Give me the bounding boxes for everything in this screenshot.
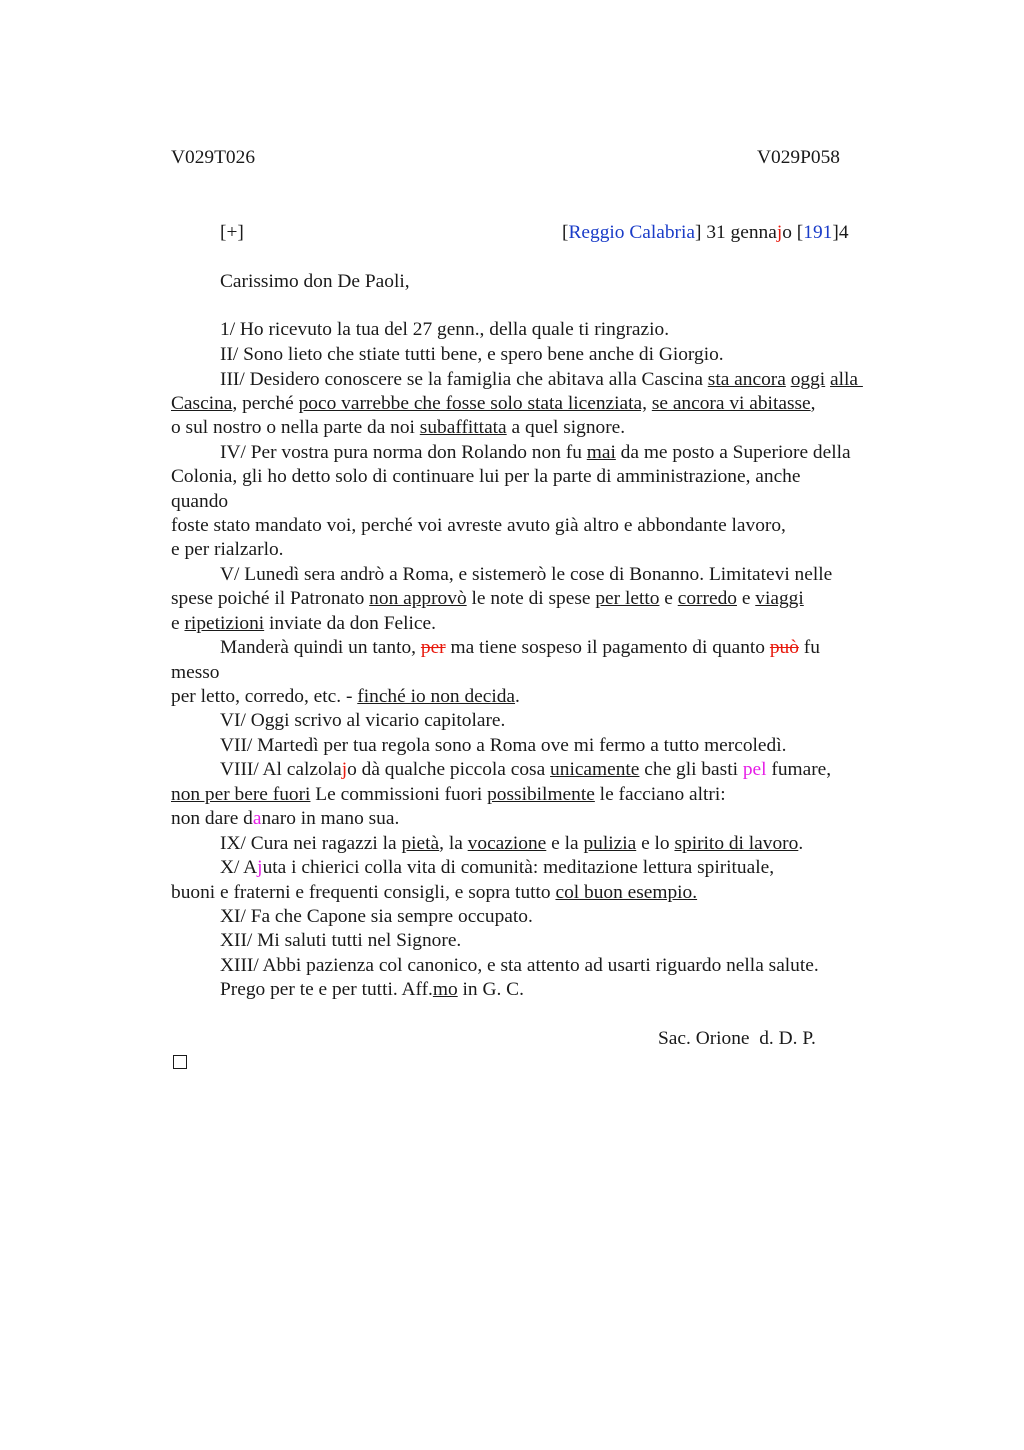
paragraph-5-line-3: e ripetizioni inviate da don Felice. (171, 613, 436, 634)
paragraph-9-line-2: non per bere fuori Le commissioni fuori possibilmente le facciano altri: (171, 784, 726, 805)
paragraph-3-line-1: III/ Desidero conoscere se la famiglia che abitava alla Cascina sta ancora oggi alla (220, 369, 863, 390)
paragraph-6-line-2: messo (171, 662, 220, 683)
deleted-word: per (420, 637, 446, 658)
closing-line: Prego per te e per tutti. Aff.mo in G. C. (220, 979, 524, 1000)
paragraph-3-line-3: o sul nostro o nella parte da noi subaffittata a quel signore. (171, 417, 626, 438)
paragraph-4-line-3: quando (171, 491, 229, 512)
paragraph-9-line-3: non dare danaro in mano sua. (171, 808, 400, 829)
paragraph-5-line-1: V/ Lunedì sera andrò a Roma, e sistemerò le cose di Bonanno. Limitatevi nelle (220, 564, 833, 585)
salutation: Carissimo don De Paoli, (220, 271, 410, 292)
paragraph-11-line-2: buoni e fraterni e frequenti consigli, e sopra tutto col buon esempio. (171, 882, 698, 903)
paragraph-8: VII/ Martedì per tua regola sono a Roma ove mi fermo a tutto mercoledì. (220, 735, 787, 756)
paragraph-4-line-1: IV/ Per vostra pura norma don Rolando non fu mai da me posto a Superiore della (220, 442, 851, 463)
paragraph-4-line-4: foste stato mandato voi, perché voi avreste avuto già altro e abbondante lavoro, (171, 515, 786, 536)
paragraph-12: XI/ Fa che Capone sia sempre occupato. (220, 906, 533, 927)
place-name: Reggio Calabria (568, 222, 696, 243)
paragraph-4-line-5: e per rialzarlo. (171, 539, 284, 560)
paragraph-2: II/ Sono lieto che stiate tutti bene, e spero bene anche di Giorgio. (220, 344, 724, 365)
paragraph-5-line-2: spese poiché il Patronato non approvò le note di spese per letto e corredo e viaggi (171, 588, 804, 609)
paragraph-14: XIII/ Abbi pazienza col canonico, e sta attento ad usarti riguardo nella salute. (220, 955, 819, 976)
place-date-line: [Reggio Calabria] 31 gennajo [191]4 (562, 222, 849, 243)
cross-mark: [+] (220, 222, 244, 243)
paragraph-13: XII/ Mi saluti tutti nel Signore. (220, 930, 462, 951)
document-code-right: V029P058 (757, 147, 840, 168)
year-editorial: 191 (803, 222, 833, 243)
paragraph-11-line-1: X/ Ajuta i chierici colla vita di comunità: meditazione lettura spirituale, (220, 857, 775, 878)
paragraph-6-line-3: per letto, corredo, etc. - finché io non decida. (171, 686, 520, 707)
paragraph-3-line-2: Cascina, perché poco varrebbe che fosse solo stata licenziata, se ancora vi abitasse, (171, 393, 816, 414)
empty-square-icon (173, 1055, 187, 1069)
document-code-left: V029T026 (171, 147, 256, 168)
paragraph-6-line-1: Manderà quindi un tanto, per ma tiene sospeso il pagamento di quanto può fu (220, 637, 820, 658)
paragraph-10: IX/ Cura nei ragazzi la pietà, la vocazione e la pulizia e lo spirito di lavoro. (220, 833, 804, 854)
paragraph-9-line-1: VIII/ Al calzolajo dà qualche piccola cosa unicamente che gli basti pel fumare, (220, 759, 832, 780)
paragraph-7: VI/ Oggi scrivo al vicario capitolare. (220, 710, 506, 731)
signature: Sac. Orione d. D. P. (658, 1028, 816, 1049)
paragraph-4-line-2: Colonia, gli ho detto solo di continuare lui per la parte di amministrazione, anche (171, 466, 801, 487)
paragraph-1: 1/ Ho ricevuto la tua del 27 genn., della quale ti ringrazio. (220, 319, 670, 340)
deleted-word: può (769, 637, 799, 658)
